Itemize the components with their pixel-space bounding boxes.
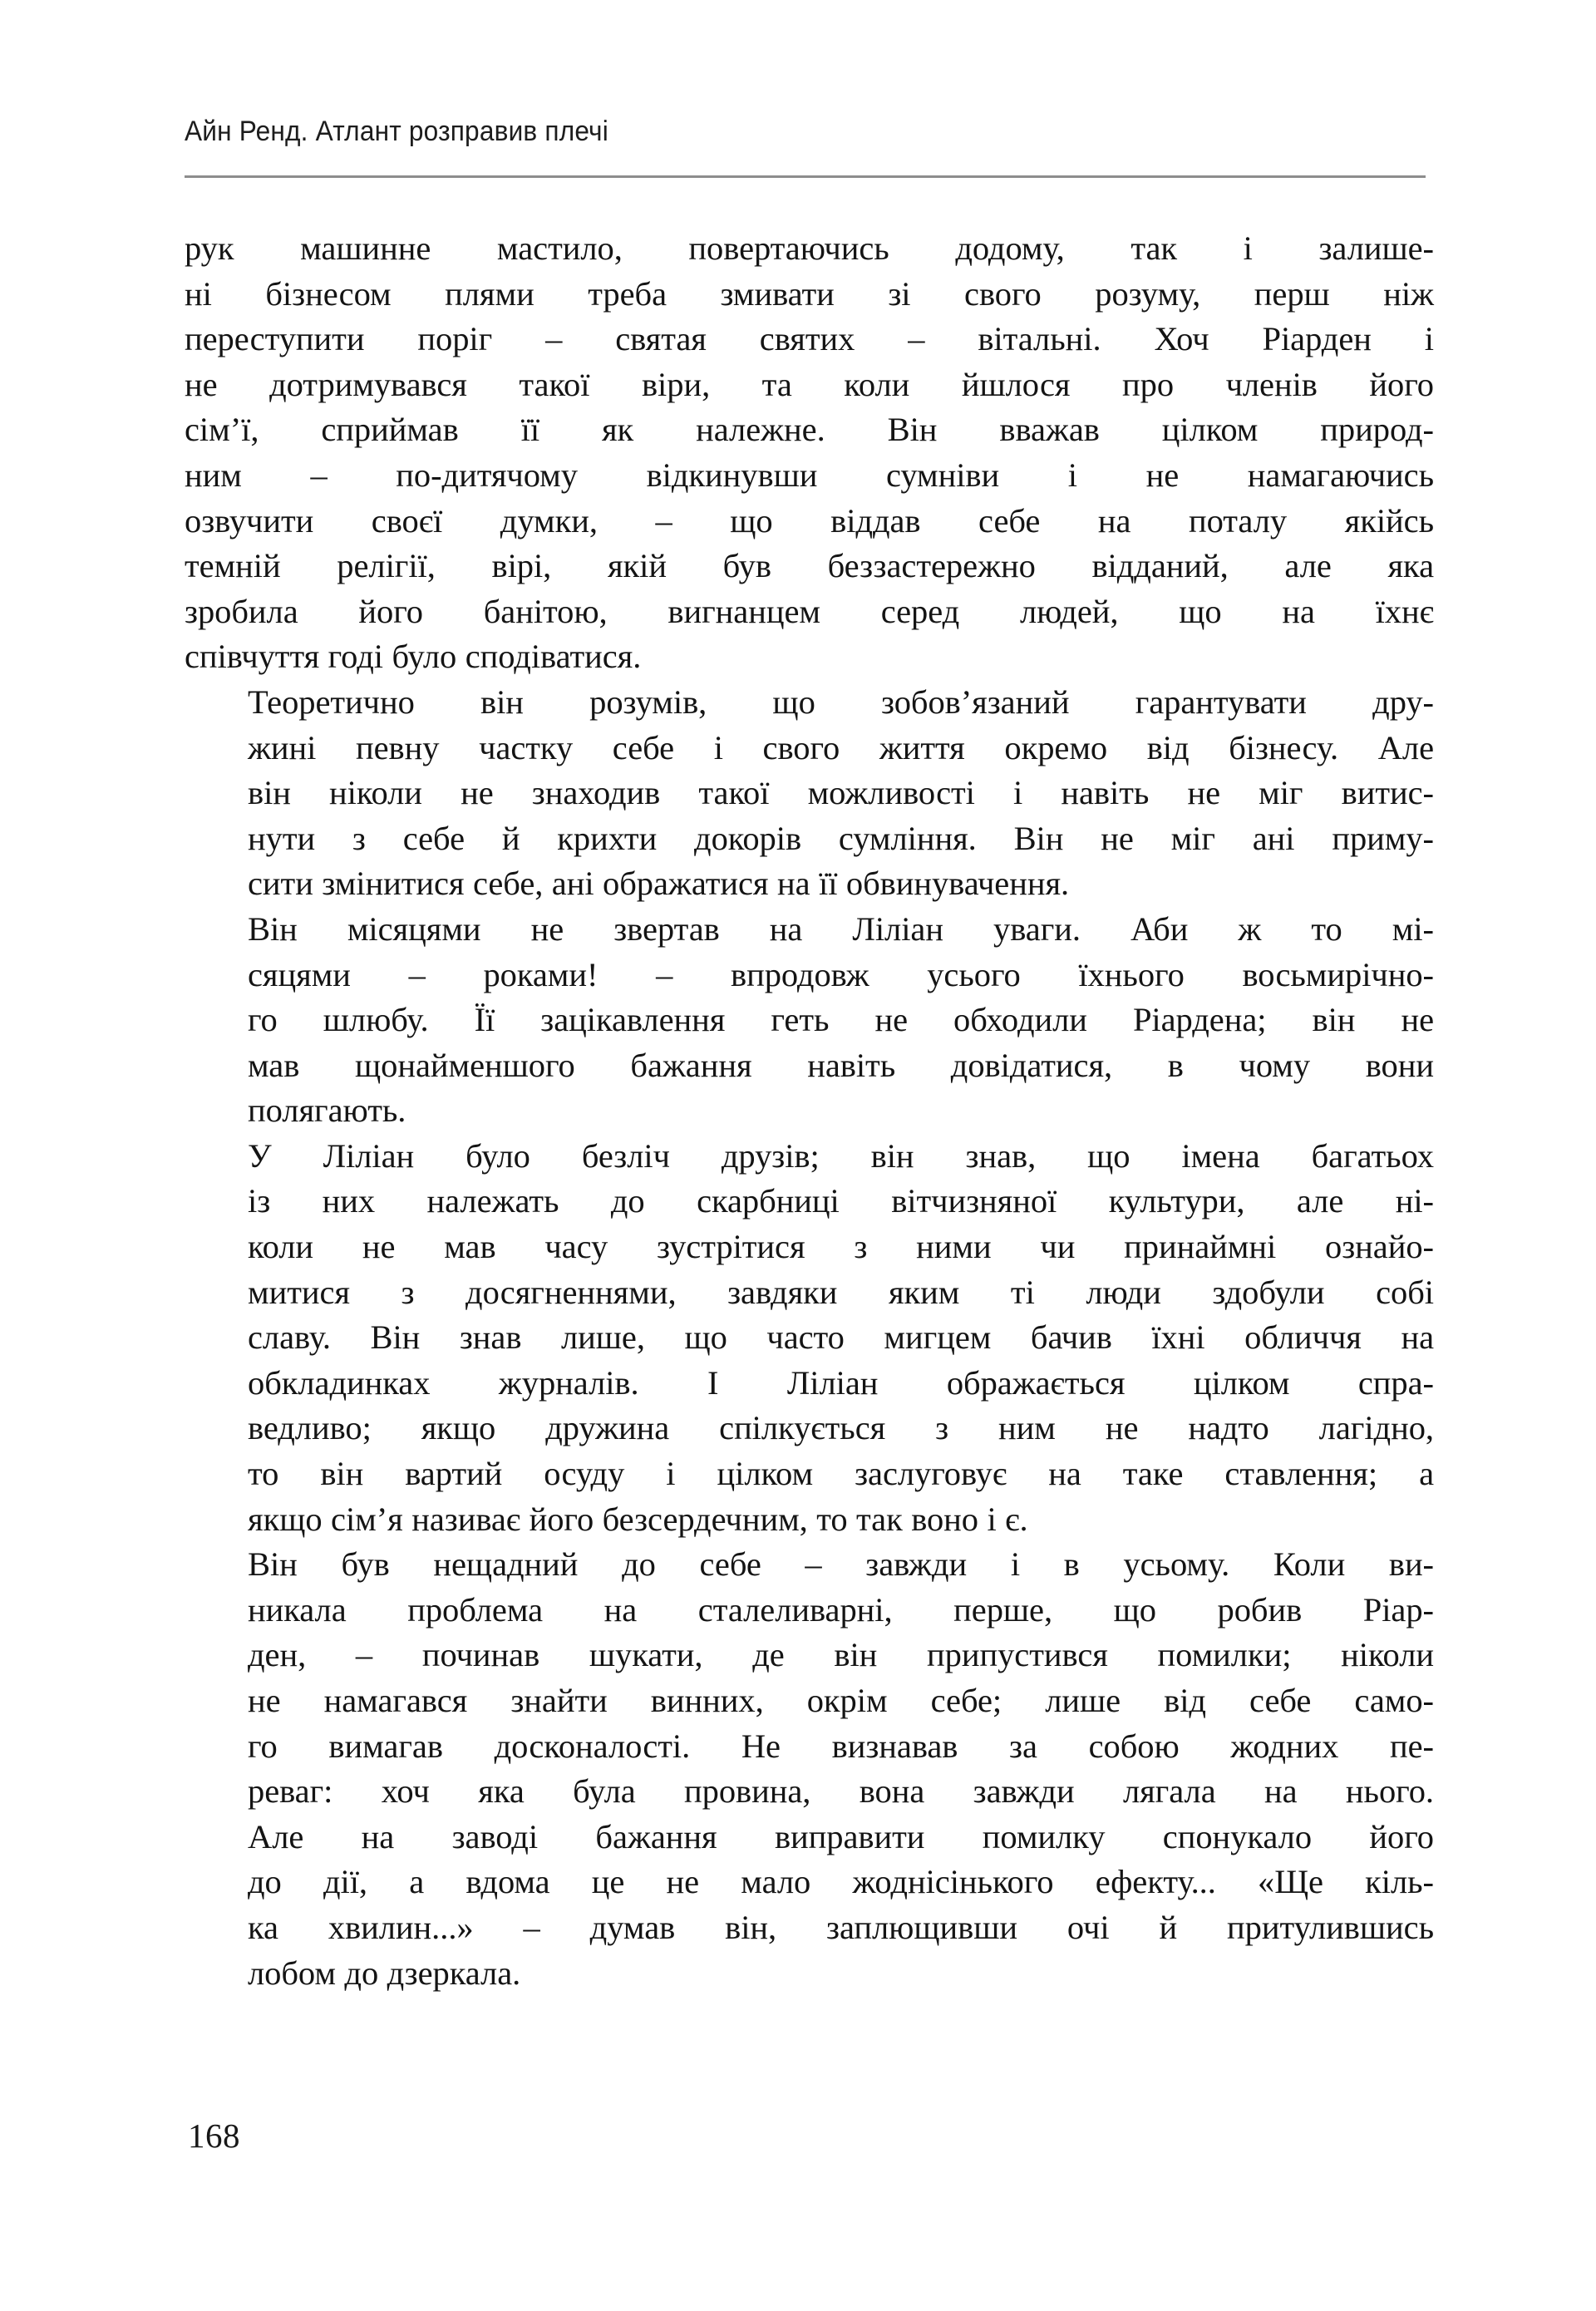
text-line: митися з досягненнями, завдяки яким ті люди здобули собі (248, 1273, 1434, 1311)
text-line: нути з себе й крихти докорів сумління. Він не міг ані приму- (248, 819, 1434, 857)
text-line: лобом до дзеркала. (248, 1954, 521, 1992)
paragraph (185, 907, 1434, 1134)
text-line: Але на заводі бажання виправити помилку спонукало його (248, 1817, 1434, 1855)
header-rule (185, 175, 1426, 178)
text-line: рук машинне мастило, повертаючись додому, так і залише- (185, 229, 1434, 267)
text-line: якщо сім’я називає його безсердечним, то так воно і є. (248, 1500, 1028, 1538)
paragraph (185, 1134, 1434, 1542)
text-line: до дії, а вдома це не мало жоднісінького ефекту... «Ще кіль- (248, 1863, 1434, 1901)
text-line: озвучити своєї думки, – що віддав себе на поталу якійсь (185, 501, 1434, 540)
text-line: співчуття годі було сподіватися. (185, 638, 642, 676)
text-line: славу. Він знав лише, що часто мигцем бачив їхні обличчя на (248, 1318, 1434, 1357)
text-line: мав щонайменшого бажання навіть довідатися, в чому вони (248, 1046, 1434, 1084)
text-line: Він був нещадний до себе – завжди і в усьому. Коли ви- (248, 1545, 1434, 1584)
text-line: сім’ї, сприймав її як належне. Він вважав цілком природ- (185, 411, 1434, 449)
paragraph (185, 226, 1434, 680)
text-line: го вимагав досконалості. Не визнавав за собою жодних пе- (248, 1727, 1434, 1765)
text-line: ним – по-дитячому відкинувши сумніви і не намагаючись (185, 456, 1434, 494)
text-line: із них належать до скарбниці вітчизняної культури, але ні- (248, 1182, 1434, 1220)
text-line: сяцями – роками! – впродовж усього їхнього восьмирічно- (248, 955, 1434, 993)
text-line: жині певну частку себе і свого життя окремо від бізнесу. Але (248, 728, 1434, 766)
running-header: Айн Ренд. Атлант розправив плечі (185, 116, 608, 147)
text-line: ка хвилин...» – думав він, заплющивши очі й притулившись (248, 1908, 1434, 1946)
text-line: переступити поріг – святая святих – вітальні. Хоч Ріарден і (185, 320, 1434, 358)
text-line: він ніколи не знаходив такої можливості і навіть не міг витис- (248, 774, 1434, 812)
text-line: зробила його банітою, вигнанцем серед людей, що на їхнє (185, 592, 1434, 630)
text-line: коли не мав часу зустрітися з ними чи принаймні ознайо- (248, 1228, 1434, 1266)
text-line: ден, – починав шукати, де він припустився помилки; ніколи (248, 1636, 1434, 1674)
text-line: Теоретично він розумів, що зобов’язаний гарантувати дру- (248, 682, 1434, 721)
text-line: не дотримувався такої віри, та коли йшлося про членів його (185, 365, 1434, 403)
page-number: 168 (188, 2116, 240, 2155)
text-line: ведливо; якщо дружина спілкується з ним не надто лагідно, (248, 1409, 1434, 1447)
text-line: полягають. (248, 1091, 406, 1130)
text-line: го шлюбу. Її зацікавлення геть не обходили Ріардена; він не (248, 1001, 1434, 1039)
text-line: не намагався знайти винних, окрім себе; лише від себе само- (248, 1682, 1434, 1719)
text-line: обкладинках журналів. І Ліліан ображається цілком спра- (248, 1363, 1434, 1402)
text-line: ні бізнесом плями треба змивати зі свого розуму, перш ніж (185, 274, 1434, 313)
body-text-column (185, 226, 1434, 1996)
text-line: темній релігії, вірі, якій був беззастережно відданий, але яка (185, 547, 1434, 585)
text-line: Він місяцями не звертав на Ліліан уваги. Аби ж то мі- (248, 909, 1434, 948)
text-line: никала проблема на сталеливарні, перше, що робив Ріар- (248, 1590, 1434, 1629)
text-line: У Ліліан було безліч друзів; він знав, що імена багатьох (248, 1136, 1434, 1175)
paragraph (185, 1542, 1434, 1996)
text-line: то він вартий осуду і цілком заслуговує на таке ставлення; а (248, 1455, 1434, 1493)
text-line: сити змінитися себе, ані ображатися на її обвинувачення. (248, 865, 1070, 903)
paragraph (185, 680, 1434, 907)
text-line: реваг: хоч яка була провина, вона завжди лягала на нього. (248, 1772, 1434, 1811)
